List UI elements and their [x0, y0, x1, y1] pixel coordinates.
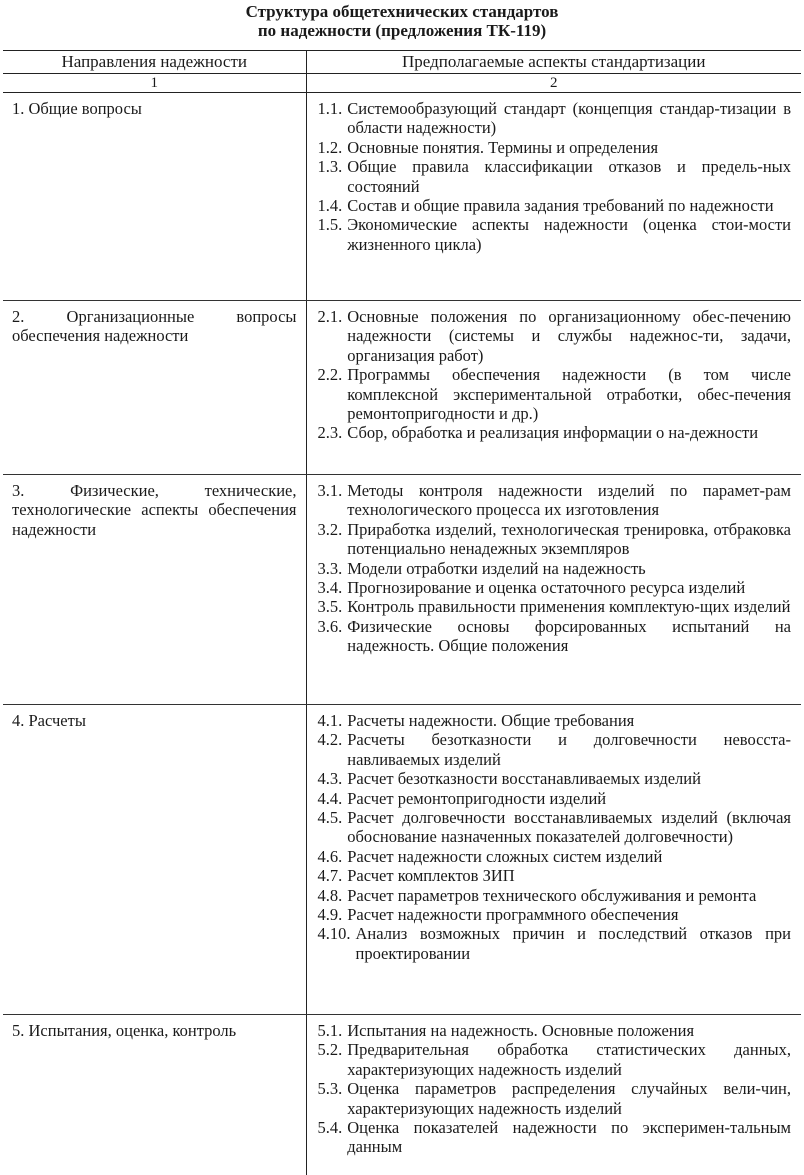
- aspects-cell: [306, 301, 801, 475]
- header-directions: Направления надежности: [3, 51, 306, 74]
- item-number: 4.4.: [317, 788, 343, 808]
- aspects-cell: [306, 705, 801, 1015]
- list-item: [318, 597, 792, 616]
- list-item: [318, 924, 792, 963]
- item-number: 4.7.: [317, 866, 343, 886]
- item-text: Модели отработки изделий на надежность: [347, 558, 646, 578]
- list-item: [318, 307, 792, 365]
- item-text: Расчеты надежности. Общие требования: [347, 711, 635, 730]
- item-text: Контроль правильности применения комплектую-щих изделий: [347, 597, 791, 617]
- list-item: [318, 99, 792, 138]
- item-text: Экономические аспекты надежности (оценка стои-мости жизненного цикла): [347, 215, 791, 254]
- item-number: 2.1.: [317, 307, 343, 326]
- title-line-1: Структура общетехнических стандартов: [245, 2, 559, 21]
- column-number-2: 2: [306, 74, 801, 93]
- list-item: [318, 769, 792, 788]
- aspects-cell: [306, 1015, 801, 1175]
- list-item: [318, 1079, 792, 1118]
- item-text: Расчет надежности сложных систем изделий: [347, 846, 663, 866]
- list-item: [318, 559, 792, 578]
- item-number: 2.2.: [317, 365, 343, 385]
- list-item: [318, 886, 792, 905]
- item-text: Оценка параметров распределения случайных вели-чин, характеризующих надежность изделий: [347, 1079, 791, 1118]
- item-text: Приработка изделий, технологическая тренировка, отбраковка потенциально ненадежных экземпляров: [347, 519, 791, 559]
- list-item: [318, 520, 792, 559]
- standards-table: [3, 50, 801, 1175]
- list-item: [318, 481, 792, 520]
- list-item: [318, 617, 792, 656]
- item-number: 4.9.: [317, 905, 343, 925]
- list-item: [318, 866, 792, 885]
- item-text: Расчеты безотказности и долговечности невосста-навливаемых изделий: [347, 730, 791, 769]
- table-row-section-4: [3, 705, 801, 1015]
- header-row: [3, 51, 801, 74]
- list-item: [318, 157, 792, 196]
- item-text: Методы контроля надежности изделий по парамет-рам технологического процесса их изготовления: [347, 481, 791, 520]
- list-item: [318, 847, 792, 866]
- table-row-section-3: [3, 475, 801, 705]
- item-number: 3.4.: [317, 578, 343, 598]
- item-number: 1.4.: [317, 196, 343, 216]
- table-row-section-2: [3, 301, 801, 475]
- item-text: Физические основы форсированных испытаний на надежность. Общие положения: [347, 616, 791, 656]
- item-text: Общие правила классификации отказов и предель-ных состояний: [347, 157, 791, 196]
- list-item: [318, 138, 792, 157]
- item-number: 4.8.: [317, 885, 343, 905]
- list-item: [318, 905, 792, 924]
- item-number: 3.2.: [317, 519, 343, 539]
- list-item: [318, 711, 792, 730]
- direction-cell: 2. Организационные вопросы обеспечения надежности: [3, 301, 306, 475]
- item-number: 4.10.: [317, 924, 351, 944]
- item-number: 4.2.: [317, 730, 343, 750]
- direction-cell: 4. Расчеты: [3, 705, 306, 1015]
- direction-cell: 5. Испытания, оценка, контроль: [12, 1021, 237, 1040]
- item-number: 3.6.: [317, 616, 343, 636]
- list-item: [318, 808, 792, 847]
- item-number: 5.1.: [317, 1021, 343, 1040]
- item-text: Расчет долговечности восстанавливаемых изделий (включая обоснование назначенных показателей долговечности): [347, 808, 791, 847]
- item-text: Сбор, обработка и реализация информации о на-дежности: [347, 423, 759, 443]
- item-text: Системообразующий стандарт (концепция стандар-тизации в области надежности): [347, 99, 791, 138]
- list-item: [318, 1021, 792, 1040]
- item-text: Состав и общие правила задания требований по надежности: [347, 196, 774, 216]
- item-text: Программы обеспечения надежности (в том числе комплексной экспериментальной отработки, обес-печения ремонтопригодности и др.): [347, 365, 791, 424]
- list-item: [318, 730, 792, 769]
- list-item: [318, 789, 792, 808]
- item-number: 4.6.: [317, 846, 343, 866]
- list-item: [318, 578, 792, 597]
- item-number: 4.1.: [317, 711, 343, 730]
- item-number: 1.2.: [317, 137, 343, 157]
- item-text: Испытания на надежность. Основные положения: [347, 1021, 695, 1040]
- list-item: [318, 215, 792, 254]
- item-number: 2.3.: [317, 423, 343, 443]
- item-text: Оценка показателей надежности по эксперимен-тальным данным: [347, 1118, 791, 1157]
- header-aspects: Предполагаемые аспекты стандартизации: [306, 51, 801, 74]
- column-number-1: 1: [3, 74, 306, 93]
- item-number: 1.1.: [317, 99, 343, 118]
- table-row-section-5: [3, 1015, 801, 1175]
- aspects-cell: [306, 93, 801, 301]
- item-number: 3.3.: [317, 558, 343, 578]
- aspects-cell: [306, 475, 801, 705]
- item-number: 5.2.: [317, 1040, 343, 1060]
- item-text: Расчет ремонтопригодности изделий: [347, 788, 607, 808]
- document-title: [0, 0, 804, 40]
- item-number: 5.4.: [317, 1118, 343, 1138]
- item-number: 4.5.: [317, 808, 343, 828]
- list-item: [318, 423, 792, 442]
- list-item: [318, 365, 792, 423]
- item-text: Расчет параметров технического обслуживания и ремонта: [347, 885, 757, 905]
- item-number: 3.1.: [317, 481, 343, 500]
- title-line-2: по надежности (предложения ТК-119): [257, 21, 547, 40]
- item-text: Расчет комплектов ЗИП: [347, 866, 515, 886]
- item-number: 1.3.: [317, 157, 343, 177]
- direction-cell: 1. Общие вопросы: [3, 93, 306, 301]
- direction-cell: 3. Физические, технические, технологические аспекты обеспечения надежности: [3, 475, 306, 705]
- item-number: 1.5.: [317, 215, 343, 235]
- list-item: [318, 1040, 792, 1079]
- item-text: Расчет безотказности восстанавливаемых изделий: [347, 769, 701, 789]
- item-number: 5.3.: [317, 1079, 343, 1099]
- column-number-row: [3, 74, 801, 93]
- list-item: [318, 196, 792, 215]
- item-text: Анализ возможных причин и последствий отказов при проектировании: [355, 924, 791, 963]
- item-number: 4.3.: [317, 769, 343, 789]
- item-text: Основные понятия. Термины и определения: [347, 137, 659, 157]
- item-text: Прогнозирование и оценка остаточного ресурса изделий: [347, 578, 746, 598]
- table-row-section-1: [3, 93, 801, 301]
- item-text: Расчет надежности программного обеспечения: [347, 905, 679, 925]
- item-number: 3.5.: [317, 597, 343, 617]
- list-item: [318, 1118, 792, 1157]
- item-text: Предварительная обработка статистических данных, характеризующих надежность изделий: [347, 1040, 791, 1079]
- item-text: Основные положения по организационному обес-печению надежности (системы и службы надежнос-ти, задачи, организация работ): [347, 307, 791, 365]
